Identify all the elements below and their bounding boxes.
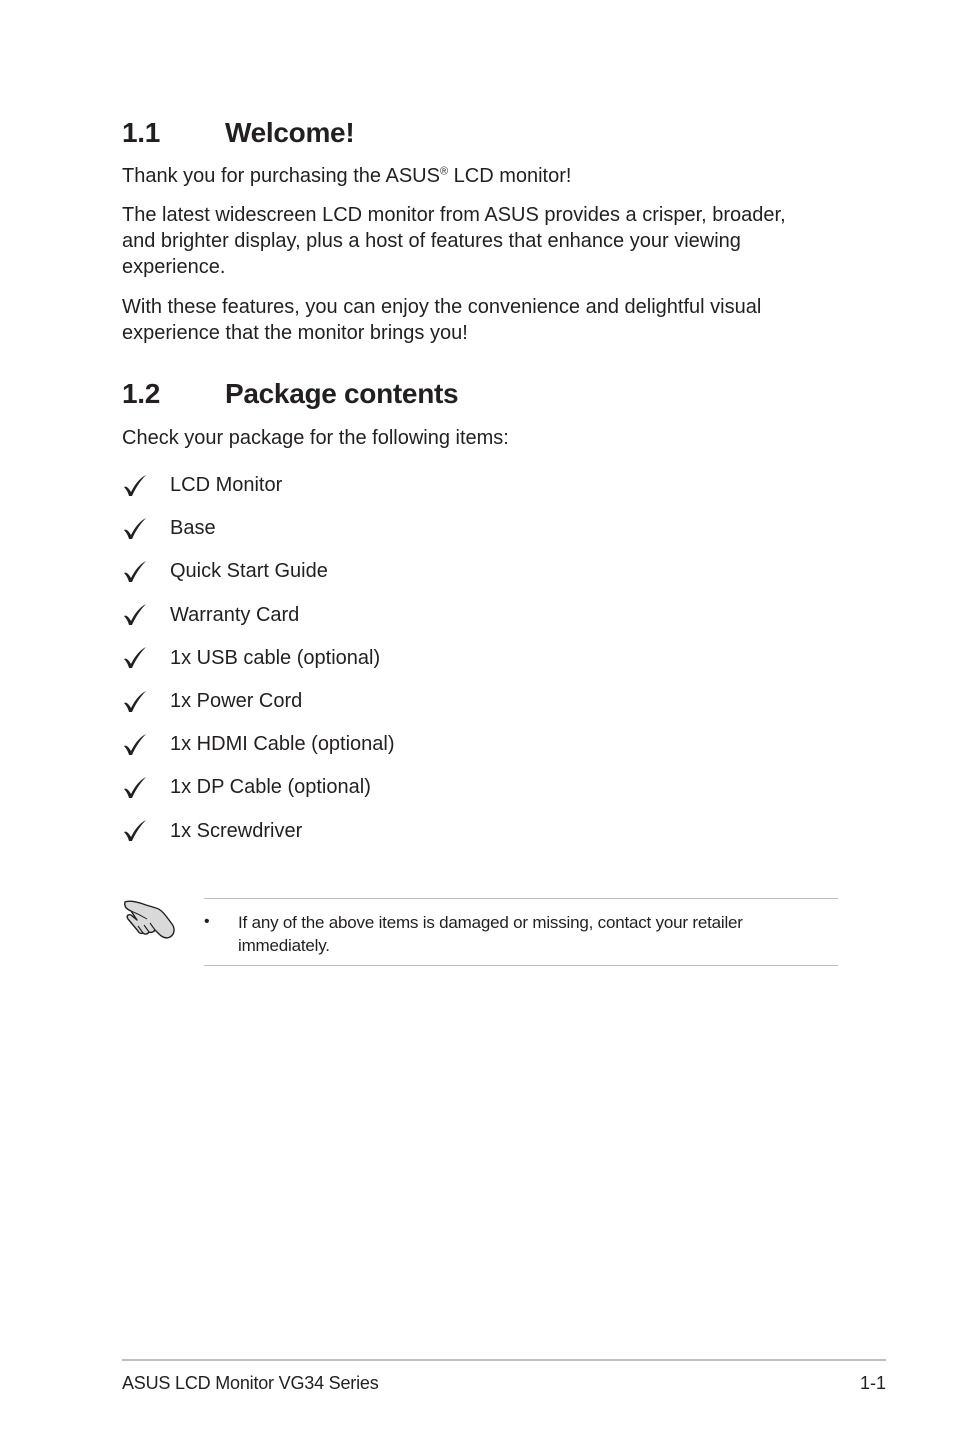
item-label: 1x USB cable (optional) bbox=[170, 646, 381, 669]
item-label: Base bbox=[170, 517, 216, 540]
footer-title: ASUS LCD Monitor VG34 Series bbox=[122, 1373, 379, 1393]
section-heading-package-contents bbox=[122, 378, 458, 410]
note-text: If any of the above items is damaged or missing, contact your retailer immediately. bbox=[238, 913, 743, 955]
footer-divider bbox=[122, 1359, 886, 1361]
registered-mark: ® bbox=[439, 165, 449, 178]
item-label: Warranty Card bbox=[170, 603, 300, 626]
list-item bbox=[122, 550, 395, 593]
package-intro: Check your package for the following items: bbox=[122, 427, 509, 449]
check-icon bbox=[122, 774, 170, 802]
section-title: Package contents bbox=[225, 378, 459, 409]
features-paragraph: With these features, you can enjoy the convenience and delightful visual experience that the monitor brings you! bbox=[122, 296, 762, 344]
item-label: LCD Monitor bbox=[170, 474, 283, 497]
note-bullet: • bbox=[204, 913, 210, 930]
item-label: 1x Power Cord bbox=[170, 690, 303, 713]
thank-you-text-end: LCD monitor! bbox=[448, 165, 572, 187]
list-item bbox=[122, 723, 395, 766]
package-checklist bbox=[122, 464, 395, 853]
list-item bbox=[122, 766, 395, 809]
check-icon bbox=[122, 644, 170, 672]
check-icon bbox=[122, 688, 170, 716]
check-icon bbox=[122, 515, 170, 543]
section-number: 1.1 bbox=[122, 117, 161, 148]
check-icon bbox=[122, 601, 170, 629]
item-label: 1x DP Cable (optional) bbox=[170, 776, 371, 799]
list-item bbox=[122, 810, 395, 853]
section-title: Welcome! bbox=[225, 117, 355, 148]
check-icon bbox=[122, 558, 170, 586]
list-item bbox=[122, 637, 395, 680]
thank-you-text: Thank you for purchasing the ASUS bbox=[122, 165, 440, 187]
list-item bbox=[122, 594, 395, 637]
check-icon bbox=[122, 731, 170, 759]
pointing-hand-icon bbox=[122, 892, 180, 942]
item-label: 1x HDMI Cable (optional) bbox=[170, 733, 395, 756]
list-item bbox=[122, 507, 395, 550]
item-label: Quick Start Guide bbox=[170, 560, 328, 583]
check-icon bbox=[122, 472, 170, 500]
section-heading-welcome bbox=[122, 117, 354, 149]
check-icon bbox=[122, 817, 170, 845]
page-number: 1-1 bbox=[859, 1373, 886, 1393]
intro-paragraph: The latest widescreen LCD monitor from ASUS provides a crisper, broader, and brighter display, plus a host of features that enhance your viewing experience. bbox=[122, 204, 786, 278]
note-box bbox=[204, 898, 838, 966]
item-label: 1x Screwdriver bbox=[170, 819, 303, 842]
list-item bbox=[122, 464, 395, 507]
section-number: 1.2 bbox=[122, 378, 161, 409]
thank-you-paragraph bbox=[122, 163, 822, 189]
list-item bbox=[122, 680, 395, 723]
